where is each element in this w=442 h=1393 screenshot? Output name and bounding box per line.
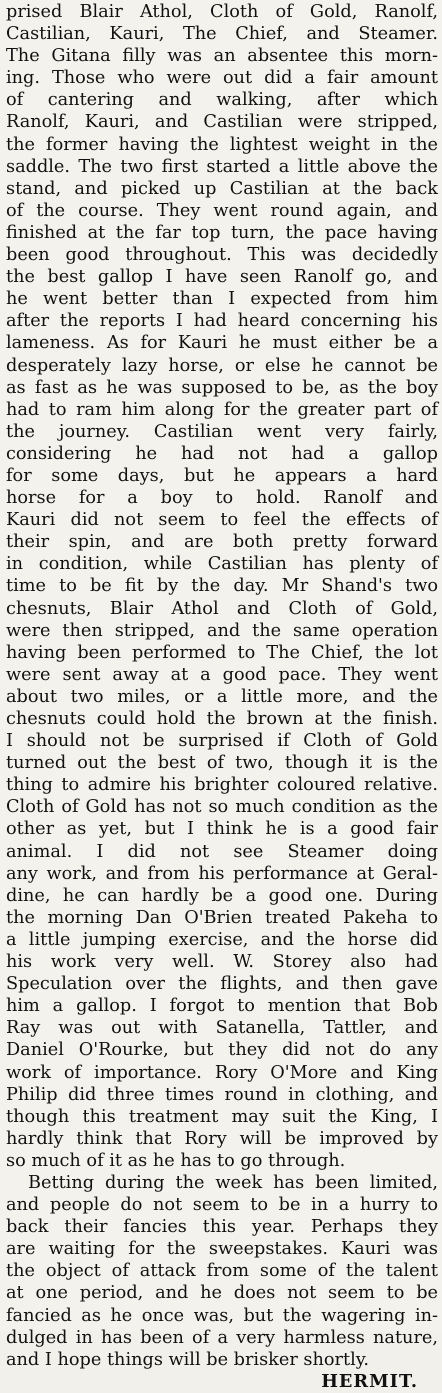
text-line: the former having the lightest weight in the [6,134,438,155]
text-line: for some days, but he appears a hard [6,465,438,486]
article-paragraph [6,1172,438,1371]
text-line: hardly think that Rory will be improved by [6,1128,438,1149]
text-line: chesnuts, Blair Athol and Cloth of Gold, [6,598,438,619]
text-line: horse for a boy to hold. Ranolf and [6,488,438,509]
text-line: were sent away at a good pace. They went [6,664,438,685]
text-line: of cantering and walking, after which [6,90,438,111]
text-line: I should not be surprised if Cloth of Gold [6,731,438,752]
text-line: though this treatment may suit the King, I [6,1106,438,1127]
text-line: and I hope things will be brisker shortly. [6,1349,370,1370]
text-line: and people do not seem to be in a hurry to [6,1195,438,1216]
text-line: finished at the far top turn, the pace having [6,222,438,243]
text-line: were then stripped, and the same operation [6,620,438,641]
text-line: fancied as he once was, but the wagering in- [6,1305,438,1326]
text-line: desperately lazy horse, or else he cannot be [6,355,438,376]
text-line: Betting during the week has been limited, [28,1172,438,1193]
text-line: having been performed to The Chief, the lot [6,642,438,663]
text-line: the best gallop I have seen Ranolf go, and [6,267,438,288]
text-line: as fast as he was supposed to be, as the boy [6,377,438,398]
text-line: chesnuts could hold the brown at the finish. [6,709,438,729]
text-line: after the reports I had heard concerning his [6,311,438,332]
text-line: at one period, and he does not seem to be [6,1283,438,1304]
text-line: their spin, and are both pretty forward [6,532,438,553]
text-line: his work very well. W. Storey also had [6,952,438,973]
text-line: in condition, while Castilian has plenty of [6,554,438,575]
text-line: about two miles, or a little more, and the [6,686,438,707]
text-line: Philip did three times round in clothing, and [6,1084,438,1105]
text-line: prised Blair Athol, Cloth of Gold, Ranolf, [6,2,438,22]
text-line: considering he had not had a gallop [6,443,438,464]
text-line: had to ram him along for the greater part of [6,399,438,420]
text-line: dine, he can hardly be a good one. During [6,885,438,906]
text-line: the journey. Castilian went very fairly, [6,421,438,442]
text-line: Ranolf, Kauri, and Castilian were stripped, [6,112,438,133]
text-line: Ray was out with Satanella, Tattler, and [6,1018,438,1039]
text-line: the object of attack from some of the talent [6,1261,438,1282]
text-line: turned out the best of two, though it is the [6,753,438,774]
text-line: time to be fit by the day. Mr Shand's two [6,576,438,597]
text-line: thing to admire his brighter coloured relative. [6,775,438,796]
article-body [6,1,438,1371]
text-line: any work, and from his performance at Geral- [6,863,438,884]
text-line: he went better than I expected from him [6,289,438,310]
author-signature: HERMIT. [321,1370,418,1392]
text-line: The Gitana filly was an absentee this morn- [6,46,438,67]
text-line: been good throughout. This was decidedly [6,245,438,266]
text-line: a little jumping exercise, and the horse did [6,929,438,950]
text-line: back their fancies this year. Perhaps they [6,1217,438,1238]
text-line: Daniel O'Rourke, but they did not do any [6,1040,438,1061]
text-line: are waiting for the sweepstakes. Kauri was [6,1239,438,1260]
text-line: saddle. The two first started a little above the [6,156,438,177]
text-line: Kauri did not seem to feel the effects of [6,510,438,531]
text-line: Cloth of Gold has not so much condition as the [6,797,438,818]
text-line: animal. I did not see Steamer doing [6,841,438,862]
text-line: of the course. They went round again, and [6,200,438,221]
text-line: work of importance. Rory O'More and King [6,1062,438,1083]
text-line: the morning Dan O'Brien treated Pakeha to [6,907,438,928]
text-line: Speculation over the flights, and then gave [6,974,438,995]
text-line: so much of it as he has to go through. [6,1150,346,1171]
text-line: ing. Those who were out did a fair amount [6,68,438,89]
text-line: other as yet, but I think he is a good fair [6,819,438,840]
text-line: him a gallop. I forgot to mention that Bob [6,996,438,1017]
article-paragraph [6,1,438,1172]
text-line: lameness. As for Kauri he must either be a [6,333,438,354]
text-line: dulged in has been of a very harmless nature, [6,1327,438,1348]
text-line: Castilian, Kauri, The Chief, and Steamer. [6,24,438,45]
text-line: stand, and picked up Castilian at the back [6,178,438,199]
